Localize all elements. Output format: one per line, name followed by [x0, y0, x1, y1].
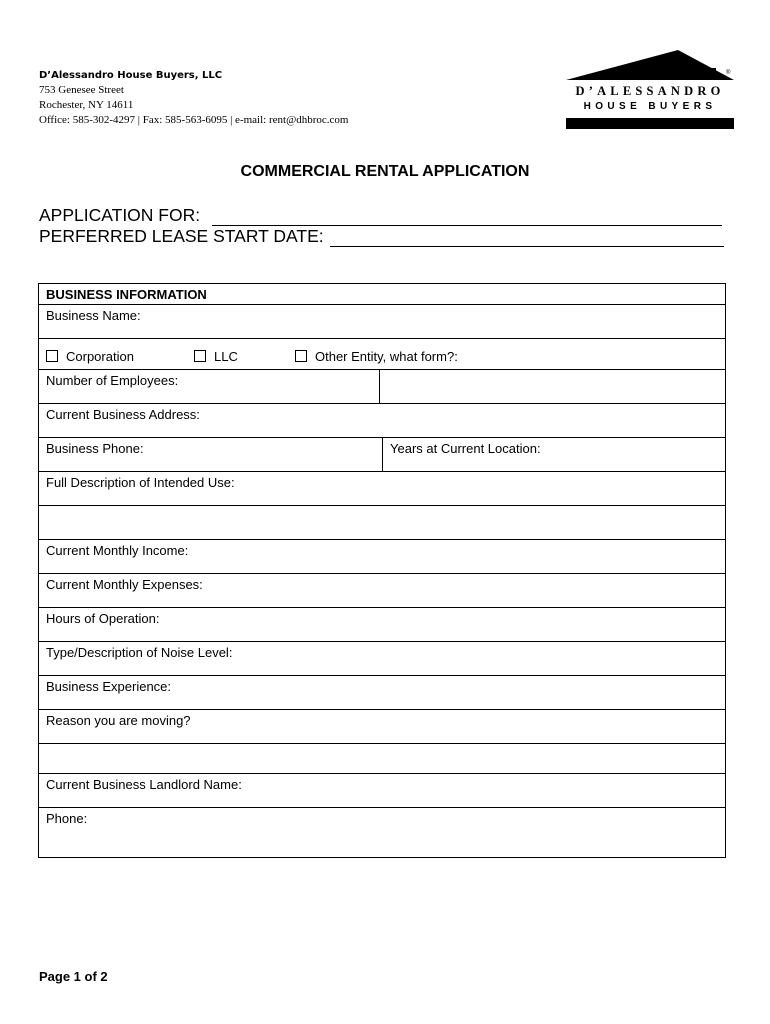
- years-label: Years at Current Location:: [390, 441, 541, 456]
- employees-value-field[interactable]: [380, 370, 726, 404]
- income-field[interactable]: [39, 540, 726, 574]
- landlord-label: Current Business Landlord Name:: [46, 777, 242, 792]
- phone-label: Business Phone:: [46, 441, 144, 456]
- reason-label: Reason you are moving?: [46, 713, 191, 728]
- reason-field[interactable]: [39, 710, 726, 744]
- llc-checkbox[interactable]: [194, 350, 206, 362]
- llc-label: LLC: [214, 349, 238, 364]
- company-city: Rochester, NY 14611: [39, 99, 134, 111]
- application-for-line: [39, 205, 722, 226]
- business-name-label: Business Name:: [46, 308, 141, 323]
- employees-field[interactable]: [39, 370, 380, 404]
- page-number: Page 1 of 2: [39, 969, 108, 984]
- section-header: BUSINESS INFORMATION: [39, 284, 726, 305]
- expenses-label: Current Monthly Expenses:: [46, 577, 203, 592]
- logo-line2: HOUSE BUYERS: [583, 101, 717, 112]
- description-label: Full Description of Intended Use:: [46, 475, 235, 490]
- application-for-field[interactable]: [212, 207, 722, 226]
- experience-field[interactable]: [39, 676, 726, 710]
- corporation-option[interactable]: [46, 349, 194, 364]
- employees-label: Number of Employees:: [46, 373, 179, 388]
- logo-bar: [566, 118, 734, 129]
- business-info-table: [38, 283, 726, 858]
- address-field[interactable]: [39, 404, 726, 438]
- other-entity-label: Other Entity, what form?:: [315, 349, 458, 364]
- description-field[interactable]: [39, 472, 726, 506]
- hours-label: Hours of Operation:: [46, 611, 160, 626]
- page-title: COMMERCIAL RENTAL APPLICATION: [240, 163, 530, 180]
- address-label: Current Business Address:: [46, 407, 200, 422]
- company-name: D’Alessandro House Buyers, LLC: [39, 70, 223, 81]
- entity-type-row: [39, 339, 726, 370]
- preferred-start-field[interactable]: [330, 228, 724, 247]
- income-label: Current Monthly Income:: [46, 543, 189, 558]
- noise-field[interactable]: [39, 642, 726, 676]
- reason-continued-field[interactable]: [39, 744, 726, 774]
- company-logo: [566, 50, 734, 130]
- company-contact: Office: 585-302-4297 | Fax: 585-563-6095 | e-mail: rent@dhbroc.com: [39, 114, 349, 126]
- corporation-label: Corporation: [66, 349, 134, 364]
- roof-icon: [566, 50, 734, 82]
- application-for-label: APPLICATION FOR:: [39, 205, 201, 225]
- company-block: [39, 68, 348, 128]
- landlord-field[interactable]: [39, 774, 726, 808]
- phone-field[interactable]: [39, 438, 383, 472]
- other-entity-option[interactable]: [295, 349, 458, 364]
- logo-line1: D’ALESSANDRO: [575, 84, 725, 98]
- landlord-phone-field[interactable]: [39, 808, 726, 858]
- noise-label: Type/Description of Noise Level:: [46, 645, 233, 660]
- corporation-checkbox[interactable]: [46, 350, 58, 362]
- hours-field[interactable]: [39, 608, 726, 642]
- llc-option[interactable]: [194, 349, 295, 364]
- business-name-field[interactable]: [39, 305, 726, 339]
- expenses-field[interactable]: [39, 574, 726, 608]
- years-field[interactable]: [383, 438, 726, 472]
- preferred-start-label: PERFERRED LEASE START DATE:: [39, 226, 324, 246]
- registered-mark: ®: [726, 70, 731, 76]
- company-street: 753 Genesee Street: [39, 84, 124, 96]
- landlord-phone-label: Phone:: [46, 811, 88, 826]
- description-continued-field[interactable]: [39, 506, 726, 540]
- experience-label: Business Experience:: [46, 679, 172, 694]
- preferred-start-line: [39, 226, 724, 247]
- other-entity-checkbox[interactable]: [295, 350, 307, 362]
